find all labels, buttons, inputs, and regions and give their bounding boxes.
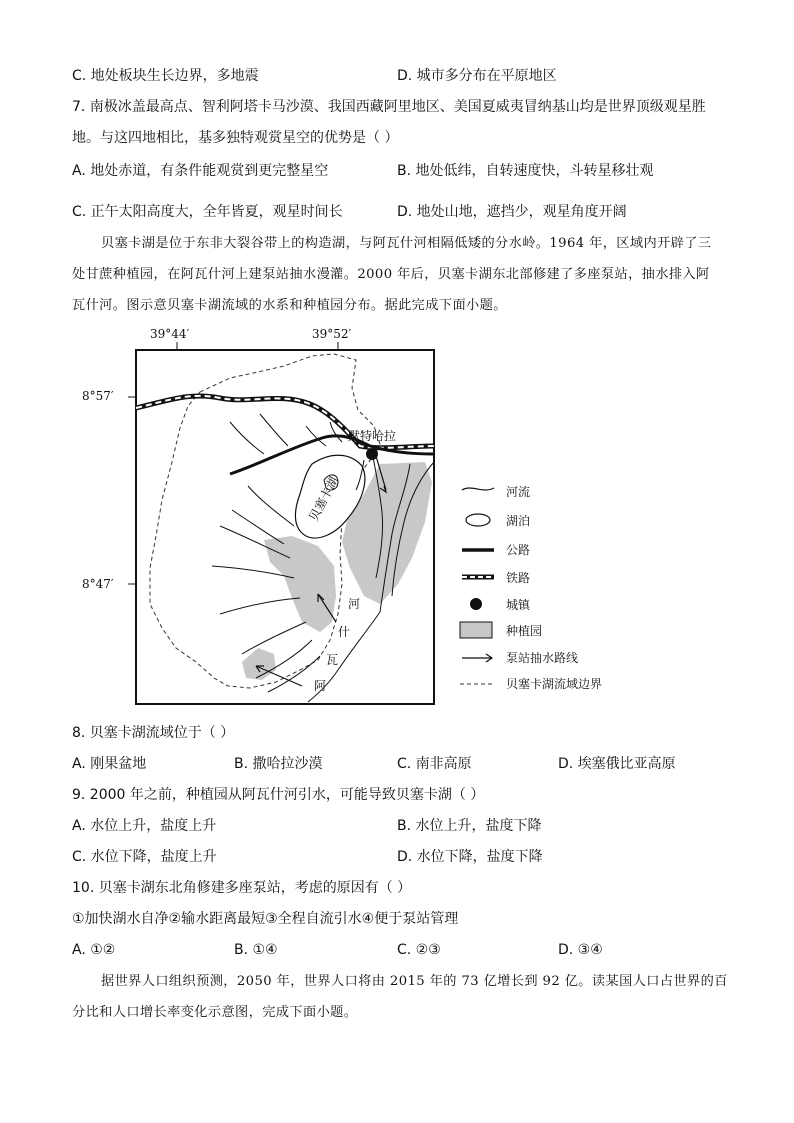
- river-char-3: 瓦: [326, 653, 339, 667]
- q10-stem: 10. 贝塞卡湖东北角修建多座泵站，考虑的原因有（ ）: [72, 880, 412, 896]
- q7-option-c: C. 正午太阳高度大，全年皆夏，观星时间长: [72, 204, 343, 220]
- q9-option-a: A. 水位上升，盐度上升: [72, 818, 217, 834]
- q8-stem: 8. 贝塞卡湖流域位于（ ）: [72, 725, 235, 741]
- q6-option-c: C. 地处板块生长边界，多地震: [72, 68, 259, 84]
- q10-option-c: C. ②③: [397, 942, 441, 958]
- passage2-line1: 据世界人口组织预测，2050 年，世界人口将由 2015 年的 73 亿增长到 92 亿。读某国人口占世界的百: [101, 974, 728, 989]
- q9-stem: 9. 2000 年之前，种植园从阿瓦什河引水，可能导致贝塞卡湖（ ）: [72, 787, 485, 803]
- legend-road-label: 公路: [506, 543, 531, 557]
- passage-line1: 贝塞卡湖是位于东非大裂谷带上的构造湖，与阿瓦什河相隔低矮的分水岭。1964 年，区域内开辟了三: [101, 236, 712, 251]
- legend-railway-label: 铁路: [506, 571, 531, 585]
- legend-pump-route-label: 泵站抽水路线: [506, 651, 579, 665]
- map-legend: [460, 484, 602, 691]
- q7-option-d: D. 地处山地，遮挡少，观星角度开阔: [397, 204, 627, 220]
- q7-stem-line2: 地。与这四地相比，基多独特观赏星空的优势是（ ）: [72, 130, 399, 146]
- legend-lake-label: 湖泊: [506, 514, 531, 528]
- q7-option-a: A. 地处赤道，有条件能观赏到更完整星空: [72, 163, 329, 179]
- q9-option-b: B. 水位上升，盐度下降: [397, 818, 542, 834]
- passage-line2: 处甘蔗种植园，在阿瓦什河上建泵站抽水漫灌。2000 年后，贝塞卡湖东北部修建了多座泵站，抽水排入阿: [72, 267, 710, 282]
- lake-label: 贝塞卡湖: [306, 474, 342, 524]
- q10-option-a: A. ①②: [72, 942, 116, 958]
- q7-stem-line1: 7. 南极冰盖最高点、智利阿塔卡马沙漠、我国西藏阿里地区、美国夏威夷冒纳基山均是世界顶级观星胜: [72, 99, 706, 115]
- q8-option-b: B. 撒哈拉沙漠: [234, 756, 323, 772]
- longitude-right-label: 39°52′: [312, 327, 352, 341]
- river-char-1: 河: [348, 597, 361, 611]
- town-label: 默特哈拉: [348, 429, 397, 443]
- legend-town-label: 城镇: [506, 598, 531, 612]
- passage2-line2: 分比和人口增长率变化示意图，完成下面小题。: [72, 1005, 358, 1020]
- legend-lake-icon: [466, 514, 490, 526]
- legend-basin-boundary-label: 贝塞卡湖流域边界: [506, 677, 603, 691]
- q9-option-c: C. 水位下降，盐度上升: [72, 849, 217, 865]
- legend-town-icon: [470, 598, 482, 610]
- latitude-bottom-label: 8°47′: [82, 577, 114, 591]
- q8-option-d: D. 埃塞俄比亚高原: [558, 756, 676, 772]
- q10-option-d: D. ③④: [558, 942, 603, 958]
- legend-river-icon: [462, 488, 494, 490]
- q7-option-b: B. 地处低纬，自转速度快，斗转星移壮观: [397, 163, 654, 179]
- q8-option-a: A. 刚果盆地: [72, 756, 147, 772]
- legend-plantation-label: 种植园: [506, 624, 543, 638]
- q10-items: ①加快湖水自净②输水距离最短③全程自流引水④便于泵站管理: [72, 911, 459, 927]
- river-char-4: 阿: [314, 679, 327, 693]
- longitude-left-label: 39°44′: [150, 327, 190, 341]
- river-char-2: 什: [338, 625, 351, 639]
- latitude-top-label: 8°57′: [82, 389, 114, 403]
- q9-option-d: D. 水位下降，盐度下降: [397, 849, 543, 865]
- legend-river-label: 河流: [506, 485, 531, 499]
- town-metehara: [366, 448, 378, 460]
- q8-option-c: C. 南非高原: [397, 756, 472, 772]
- q10-option-b: B. ①④: [234, 942, 278, 958]
- passage-line3: 瓦什河。图示意贝塞卡湖流域的水系和种植园分布。据此完成下面小题。: [72, 298, 507, 313]
- legend-plantation-icon: [460, 622, 492, 638]
- q6-option-d: D. 城市多分布在平原地区: [397, 68, 557, 84]
- bessaka-lake-basin-map: [80, 322, 640, 714]
